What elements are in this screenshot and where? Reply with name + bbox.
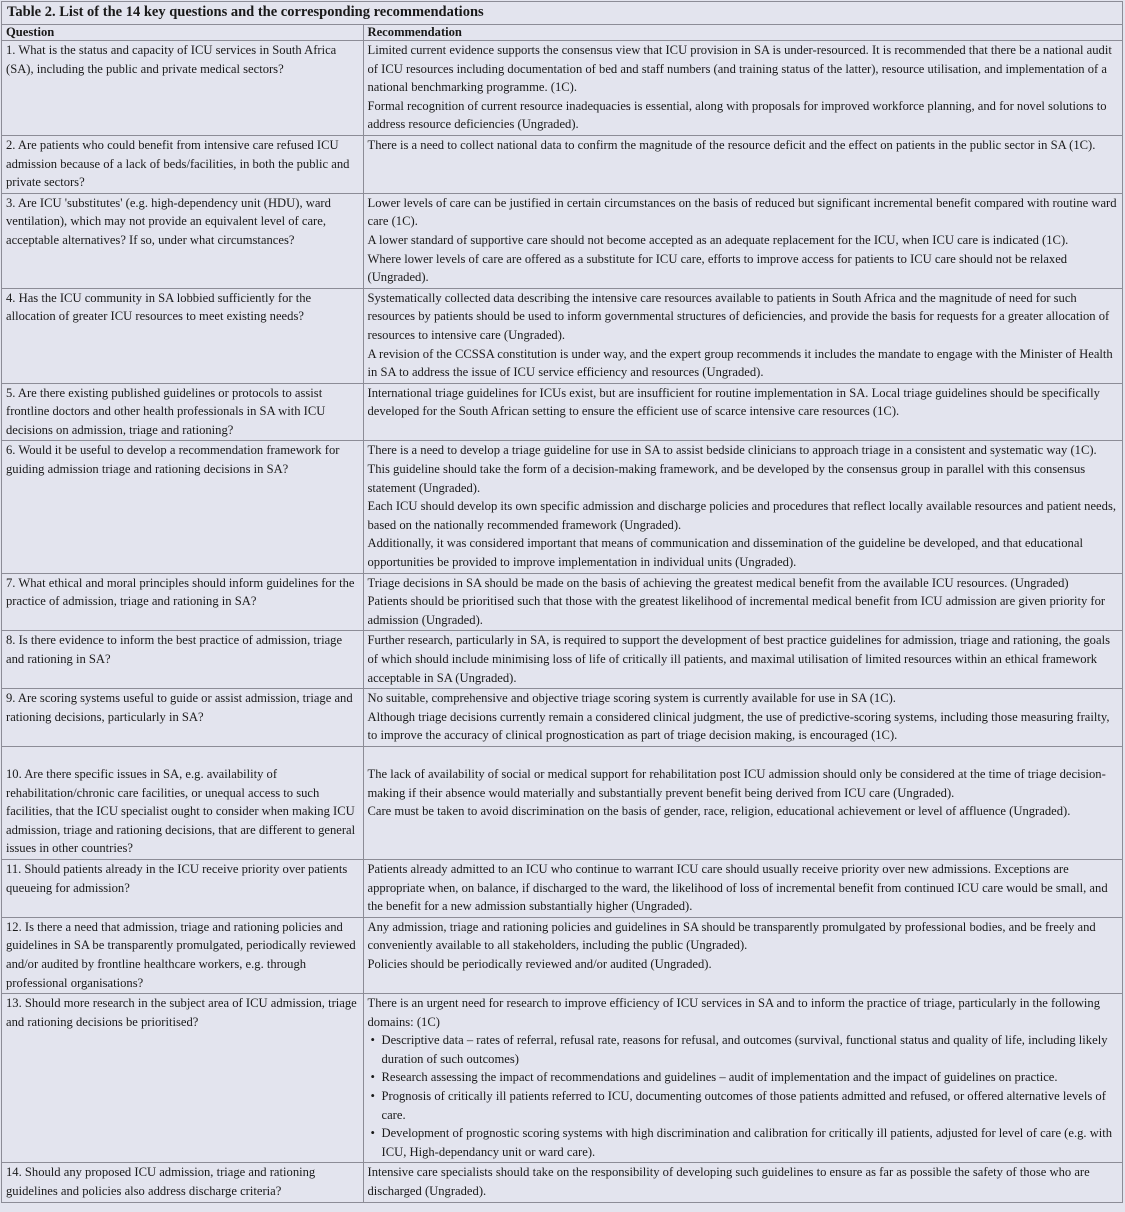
recommendation-cell	[363, 1163, 1122, 1202]
question-cell: 10. Are there specific issues in SA, e.g. availability of rehabilitation/chronic care facilities, or unequal access to such facilities, that the ICU specialist ought to consider when making ICU admission, triage and rationing decisions, that are different to general issues in other countries?	[2, 746, 363, 859]
recommendations-table-container	[1, 1, 1123, 1203]
table-row	[2, 441, 1122, 573]
question-cell: 12. Is there a need that admission, triage and rationing policies and guidelines in SA be transparently promulgated, periodically reviewed and/or audited by frontline healthcare workers, e.g. through professional organisations?	[2, 917, 363, 993]
question-cell: 8. Is there evidence to inform the best practice of admission, triage and rationing in SA?	[2, 631, 363, 689]
list-item-text: Research assessing the impact of recommendations and guidelines – audit of implementation and the impact of guidelines on practice.	[381, 1070, 1058, 1085]
recommendation-paragraph: The lack of availability of social or medical support for rehabilitation post ICU admission should only be considered at the time of triage decision-making if their absence would materially and substantially prevent benefit being derived from ICU care (Ungraded).	[367, 766, 1106, 800]
recommendation-paragraph: There is an urgent need for research to improve efficiency of ICU services in SA and to inform the practice of triage, particularly in the following domains: (1C)	[367, 996, 1101, 1029]
question-cell: 9. Are scoring systems useful to guide or assist admission, triage and rationing decisions, particularly in SA?	[2, 689, 363, 747]
question-cell: 1. What is the status and capacity of ICU services in South Africa (SA), including the public and private medical sectors?	[2, 41, 363, 136]
list-item	[370, 1031, 1119, 1068]
recommendation-paragraph: There is a need to collect national data to confirm the magnitude of the resource deficit and the effect on patients in the public sector in SA (1C).	[367, 137, 1096, 152]
question-cell: 7. What ethical and moral principles should inform guidelines for the practice of admission, triage and rationing in SA?	[2, 573, 363, 631]
recommendation-cell	[363, 746, 1122, 859]
recommendation-paragraph: Although triage decisions currently remain a considered clinical judgment, the use of predictive-scoring systems, including those measuring frailty, to improve the accuracy of clinical prognostication as part of triage decision making, is encouraged (1C).	[367, 709, 1110, 743]
recommendation-cell	[363, 41, 1122, 136]
recommendation-cell	[363, 917, 1122, 993]
recommendation-cell	[363, 383, 1122, 441]
recommendation-paragraph: Where lower levels of care are offered as a substitute for ICU care, efforts to improve access for patients to ICU care should not be relaxed (Ungraded).	[367, 251, 1068, 285]
table-row	[2, 573, 1122, 631]
recommendations-table	[2, 25, 1122, 1202]
question-cell: 14. Should any proposed ICU admission, triage and rationing guidelines and policies also address discharge criteria?	[6, 1165, 316, 1199]
question-cell: 3. Are ICU 'substitutes' (e.g. high-dependency unit (HDU), ward ventilation), which may not provide an equivalent level of care, acceptable alternatives? If so, under what circumstances?	[2, 193, 363, 288]
recommendation-paragraph: Policies should be periodically reviewed and/or audited (Ungraded).	[367, 956, 712, 971]
recommendation-paragraph: No suitable, comprehensive and objective triage scoring system is currently available for use in SA (1C).	[367, 691, 896, 706]
recommendation-cell	[363, 441, 1122, 573]
research-domain-list	[368, 1031, 1119, 1161]
list-item	[370, 1068, 1119, 1087]
bullet-icon: •	[370, 1033, 375, 1048]
question-cell: 2. Are patients who could benefit from intensive care refused ICU admission because of a lack of beds/facilities, in both the public and private sectors?	[2, 135, 363, 193]
recommendation-paragraph: International triage guidelines for ICUs exist, but are insufficient for routine implementation in SA. Local triage guidelines should be specifically developed for the South African setting to ensure the efficient use of scarce intensive care resources (1C).	[367, 385, 1100, 419]
recommendation-paragraph: Further research, particularly in SA, is required to support the development of best practice guidelines for admission, triage and rationing, the goals of which should include minimising loss of life of critically ill patients, and maximal utilisation of limited resources within an ethical framework acceptable in SA (Ungraded).	[367, 633, 1110, 685]
recommendation-cell	[363, 288, 1122, 383]
table-row	[2, 859, 1122, 917]
recommendation-cell	[363, 859, 1122, 917]
table-row	[2, 193, 1122, 288]
table-row	[2, 746, 1122, 859]
list-item-text: Descriptive data – rates of referral, refusal rate, reasons for refusal, and outcomes (survival, functional status and quality of life, including likely duration of such outcomes)	[381, 1033, 1108, 1066]
recommendation-paragraph: Each ICU should develop its own specific admission and discharge policies and procedures that reflect locally available resources and patient needs, based on the nationally recommended framework (Ungraded).	[367, 499, 1116, 532]
question-column-header: Question	[2, 25, 363, 41]
recommendation-paragraph: A lower standard of supportive care should not become accepted as an adequate replacement for the ICU, when ICU care is indicated (1C).	[367, 232, 1069, 247]
table-row	[2, 41, 1122, 136]
recommendation-cell	[363, 994, 1122, 1163]
question-cell: 5. Are there existing published guidelines or protocols to assist frontline doctors and other health professionals in SA with ICU decisions on admission, triage and rationing?	[2, 383, 363, 441]
recommendation-paragraph: This guideline should take the form of a decision-making framework, and be developed by the consensus group in parallel with this consensus statement (Ungraded).	[367, 462, 1086, 495]
recommendation-paragraph: Intensive care specialists should take on the responsibility of developing such guidelines to ensure as far as possible the safety of those who are discharged (Ungraded).	[367, 1165, 1090, 1199]
bullet-icon: •	[370, 1126, 375, 1141]
recommendation-paragraph: There is a need to develop a triage guideline for use in SA to assist bedside clinicians to approach triage in a consistent and systematic way (1C).	[367, 443, 1097, 458]
recommendation-cell	[363, 135, 1122, 193]
table-body	[2, 41, 1122, 1202]
header-row	[2, 25, 1122, 41]
recommendation-paragraph: A revision of the CCSSA constitution is under way, and the expert group recommends it includes the mandate to engage with the Minister of Health in SA to address the issue of ICU service efficiency and resources (Ungraded).	[367, 346, 1113, 380]
bullet-icon: •	[370, 1089, 375, 1104]
recommendation-cell	[363, 631, 1122, 689]
table-row	[2, 383, 1122, 441]
table-row	[2, 1163, 1122, 1202]
question-cell: 4. Has the ICU community in SA lobbied sufficiently for the allocation of greater ICU resources to meet existing needs?	[2, 288, 363, 383]
table-row	[2, 631, 1122, 689]
recommendation-cell	[363, 689, 1122, 747]
recommendation-paragraph: Limited current evidence supports the consensus view that ICU provision in SA is under-resourced. It is recommended that there be a national audit of ICU resources including documentation of bed and staff numbers (and training status of the latter), resource utilisation, and implementation of a national benchmarking programme. (1C).	[367, 43, 1112, 95]
table-caption: Table 2. List of the 14 key questions and the corresponding recommendations	[2, 2, 1122, 25]
list-item	[370, 1087, 1119, 1124]
table-row	[2, 689, 1122, 747]
recommendation-column-header: Recommendation	[363, 25, 1122, 41]
recommendation-paragraph: Systematically collected data describing the intensive care resources available to patients in South Africa and the magnitude of need for such resources by patients should be used to inform governmental structures of deficiencies, and provide the basis for requests for a greater allocation of resources to intensive care (Ungraded).	[367, 290, 1110, 342]
recommendation-paragraph: Lower levels of care can be justified in certain circumstances on the basis of reduced but significant incremental benefit compared with routine ward care (1C).	[367, 195, 1117, 229]
table-row	[2, 135, 1122, 193]
bullet-icon: •	[370, 1070, 375, 1085]
question-cell: 6. Would it be useful to develop a recommendation framework for guiding admission triage and rationing decisions in SA?	[2, 441, 363, 573]
recommendation-paragraph: Any admission, triage and rationing policies and guidelines in SA should be transparently promulgated by professional bodies, and be freely and conveniently available to all stakeholders, including the public (Ungraded).	[367, 919, 1096, 953]
recommendation-paragraph: Patients already admitted to an ICU who continue to warrant ICU care should usually receive priority over new admissions. Exceptions are appropriate when, on balance, if discharged to the ward, the likelihood of loss of incremental benefit from continued ICU care would be small, and the benefit for a new admission substantially higher (Ungraded).	[367, 861, 1108, 914]
recommendation-paragraph: Formal recognition of current resource inadequacies is essential, along with proposals for improved workforce planning, and for novel solutions to address resource deficiencies (Ungraded).	[367, 98, 1107, 132]
recommendation-paragraph: Patients should be prioritised such that those with the greatest likelihood of incremental medical benefit from ICU admission are given priority for admission (Ungraded).	[367, 594, 1106, 627]
recommendation-paragraph: Triage decisions in SA should be made on the basis of achieving the greatest medical benefit from the available ICU resources. (Ungraded)	[367, 575, 1069, 590]
table-row	[2, 288, 1122, 383]
list-item-text: Development of prognostic scoring systems with high discrimination and calibration for critically ill patients, adjusted for level of care (e.g. with ICU, High-dependancy unit or ward care).	[381, 1126, 1113, 1159]
recommendation-cell	[363, 193, 1122, 288]
table-row	[2, 994, 1122, 1163]
recommendation-cell	[363, 573, 1122, 631]
question-cell: 11. Should patients already in the ICU receive priority over patients queueing for admission?	[2, 859, 363, 917]
list-item-text: Prognosis of critically ill patients referred to ICU, documenting outcomes of those patients admitted and refused, or offered alternative levels of care.	[381, 1089, 1106, 1122]
table-row	[2, 917, 1122, 993]
recommendation-paragraph: Additionally, it was considered important that means of communication and dissemination of the guideline be developed, and that educational opportunities be provided to improve implementation in individual units (Ungraded).	[367, 536, 1083, 570]
list-item	[370, 1124, 1119, 1161]
question-cell: 13. Should more research in the subject area of ICU admission, triage and rationing decisions be prioritised?	[2, 994, 363, 1163]
recommendation-paragraph: Care must be taken to avoid discrimination on the basis of gender, race, religion, educational achievement or level of affluence (Ungraded).	[367, 804, 1071, 819]
